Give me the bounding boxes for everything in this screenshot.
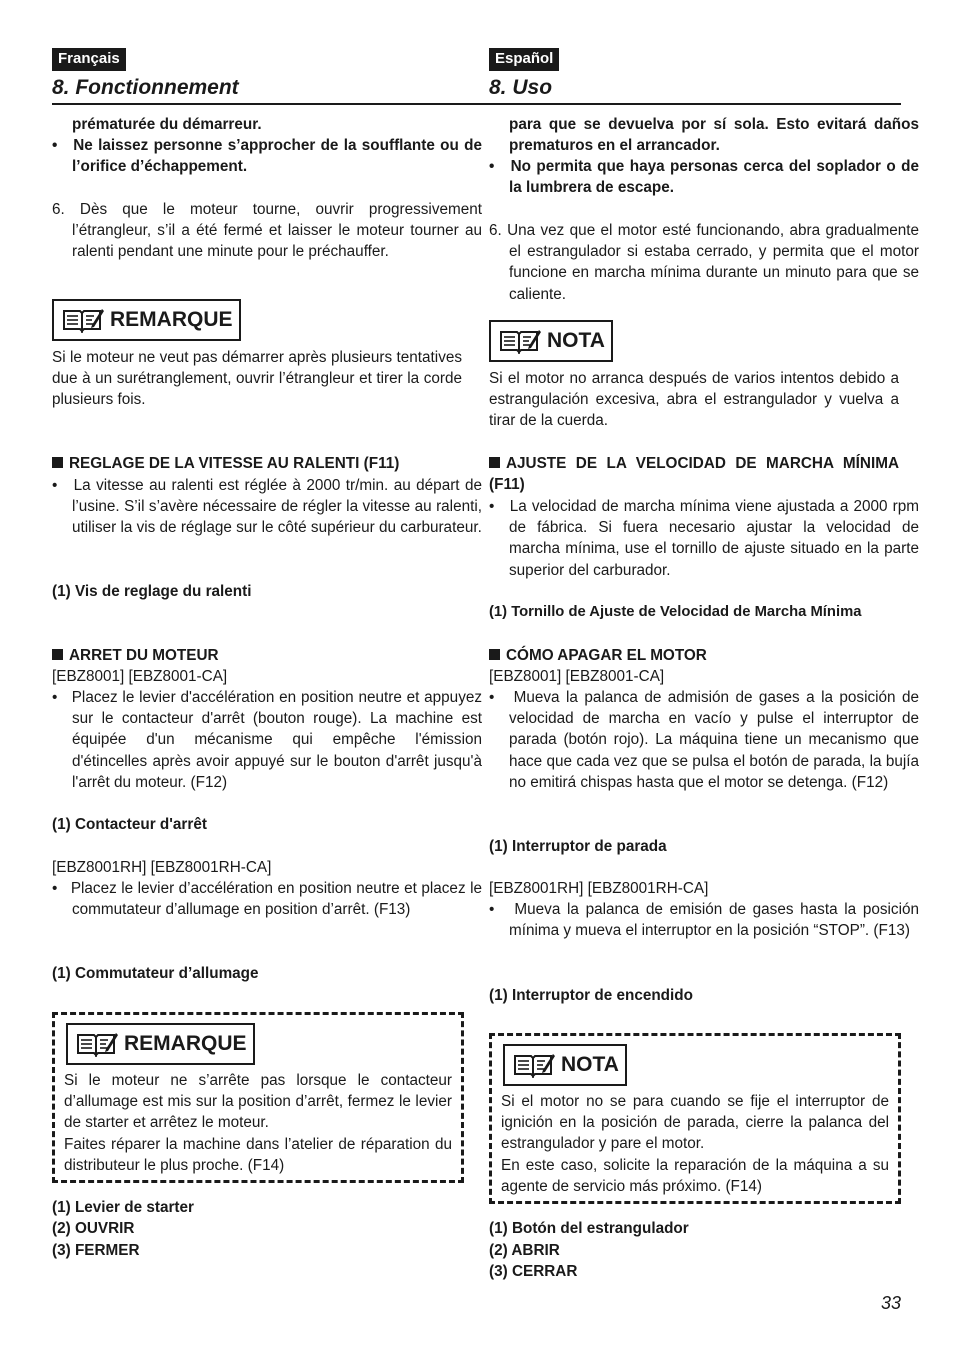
heading-stop-engine bbox=[489, 645, 899, 666]
note-text: En este caso, solicite la reparación de la máquina a su agente de servicio más próximo. (F14) bbox=[501, 1157, 889, 1196]
heading-text: ARRET DU MOTEUR bbox=[69, 647, 219, 664]
stop-text-1: • Mueva la palanca de admisión de gases a la posición de velocidad de marcha en vacío y pulse el interruptor de parada (botón rojo). La máquina tiene un mecanismo que hace que cada vez que se pulsa el botón de parada, la bujía no emitirá chispas hasta que el motor se detenga. (F12) bbox=[489, 689, 919, 791]
square-bullet-icon bbox=[489, 649, 500, 660]
page-number: 33 bbox=[880, 1293, 901, 1313]
square-bullet-icon bbox=[52, 649, 63, 660]
section-title: 8. Fonctionnement bbox=[52, 76, 239, 99]
text-fragment: para que se devuelva por sí sola. Esto evitará daños prematuros en el arrancador. bbox=[509, 116, 919, 155]
heading-text: CÓMO APAGAR EL MOTOR bbox=[506, 647, 707, 664]
remarque-label: REMARQUE bbox=[124, 1032, 247, 1055]
language-tag: Español bbox=[489, 48, 559, 71]
warning-bullet: • No permita que haya personas cerca del soplador o de la lumbrera de escape. bbox=[489, 158, 919, 197]
idle-speed-text: • La velocidad de marcha mínima viene ajustada a 2000 rpm de fábrica. Si fuera necesario ajustar la velocidad de marcha mínima, use el tornillo de ajuste situado en la parte superior del carburador. bbox=[489, 498, 919, 579]
step-6: 6. Una vez que el motor esté funcionando, abra gradualmente el estrangulador si estaba cerrado, y permita que el motor funcione en marcha mínima durante un minuto para que se caliente. bbox=[489, 222, 919, 303]
model-list: [EBZ8001] [EBZ8001-CA] bbox=[52, 668, 228, 685]
remarque-label-box bbox=[66, 1023, 255, 1065]
heading-text: REGLAGE DE LA VITESSE AU RALENTI (F11) bbox=[69, 455, 400, 472]
note-text: Si el motor no arranca después de varios intentos debido a estrangulación excesiva, abra el estrangulador y vuelva a tirar de la cuerda. bbox=[489, 370, 899, 430]
nota-label: NOTA bbox=[547, 329, 605, 352]
remarque-label-box bbox=[52, 299, 241, 341]
heading-stop-engine bbox=[52, 645, 462, 666]
square-bullet-icon bbox=[52, 457, 63, 468]
figure-caption: (1) Tornillo de Ajuste de Velocidad de Marcha Mínima bbox=[489, 604, 862, 620]
language-tag: Français bbox=[52, 48, 126, 71]
heading-text: AJUSTE DE LA VELOCIDAD DE MARCHA MÍNIMA (F11) bbox=[489, 455, 899, 494]
figure-caption: (1) Levier de starter bbox=[52, 1199, 194, 1216]
model-list: [EBZ8001] [EBZ8001-CA] bbox=[489, 668, 665, 685]
figure-caption: (3) FERMER bbox=[52, 1242, 140, 1259]
text-fragment: prématurée du démarreur. bbox=[72, 116, 262, 133]
figure-caption: (3) CERRAR bbox=[489, 1263, 578, 1280]
figure-caption: (2) ABRIR bbox=[489, 1242, 560, 1259]
square-bullet-icon bbox=[489, 457, 500, 468]
stop-text-1: • Placez le levier d'accélération en position neutre et appuyez sur le contacteur d'arrêt (bouton rouge). La machine est équipée d'un mécanisme qui empêche l'émission d'étincelles après avoir appuyé sur le bouton d'arrêt jusqu'à l'arrêt du moteur. (F12) bbox=[52, 689, 482, 791]
remarque-dashed-box bbox=[52, 1012, 464, 1183]
header-rule bbox=[52, 103, 901, 105]
model-list: [EBZ8001RH] [EBZ8001RH-CA] bbox=[489, 880, 709, 897]
stop-text-2: • Placez le levier d’accélération en position neutre et placez le commutateur d’allumage en position d’arrêt. (F13) bbox=[52, 880, 482, 919]
note-book-icon bbox=[513, 1052, 555, 1078]
note-book-icon bbox=[499, 328, 541, 354]
note-text: Faites réparer la machine dans l’atelier de réparation du distributeur le plus proche. (F14) bbox=[64, 1136, 452, 1175]
nota-label-box bbox=[489, 320, 613, 362]
figure-caption: (1) Contacteur d'arrêt bbox=[52, 816, 207, 833]
figure-caption: (2) OUVRIR bbox=[52, 1220, 135, 1237]
heading-idle-speed bbox=[52, 453, 462, 474]
figure-caption: (1) Commutateur d’allumage bbox=[52, 965, 259, 982]
nota-label-box bbox=[503, 1044, 627, 1086]
figure-caption: (1) Vis de reglage du ralenti bbox=[52, 583, 252, 600]
warning-bullet: • Ne laissez personne s’approcher de la soufflante ou de l’orifice d’échappement. bbox=[52, 137, 482, 176]
figure-caption: (1) Botón del estrangulador bbox=[489, 1220, 689, 1237]
figure-caption: (1) Interruptor de parada bbox=[489, 838, 667, 855]
idle-speed-text: • La vitesse au ralenti est réglée à 2000 tr/min. au départ de l’usine. S’il s’avère nécessaire de régler la vitesse au ralenti, utiliser la vis de réglage sur le côté supérieur du carburateur. bbox=[52, 477, 482, 537]
note-book-icon bbox=[62, 307, 104, 333]
figure-caption: (1) Interruptor de encendido bbox=[489, 987, 693, 1004]
note-text: Si le moteur ne veut pas démarrer après plusieurs tentatives due à un surétranglement, ouvrir l’étrangleur et tirer la corde plusieurs fois. bbox=[52, 349, 462, 409]
step-6: 6. Dès que le moteur tourne, ouvrir progressivement l’étrangleur, s’il a été fermé et laisser le moteur tourner au ralenti pendant une minute pour le préchauffer. bbox=[52, 201, 482, 261]
stop-text-2: • Mueva la palanca de emisión de gases hasta la posición mínima y mueva el interruptor en la posición “STOP”. (F13) bbox=[489, 901, 919, 940]
remarque-label: REMARQUE bbox=[110, 308, 233, 331]
section-title: 8. Uso bbox=[489, 76, 553, 99]
note-text: Si le moteur ne s’arrête pas lorsque le contacteur d’allumage est mis sur la position d’arrêt, fermez le levier de starter et arrêtez le moteur. bbox=[64, 1072, 452, 1132]
nota-label: NOTA bbox=[561, 1053, 619, 1076]
nota-dashed-box bbox=[489, 1033, 901, 1204]
note-text: Si el motor no se para cuando se fije el interruptor de ignición en la posición de parada, cierre la palanca del estrangulador y pare el motor. bbox=[501, 1093, 889, 1153]
model-list: [EBZ8001RH] [EBZ8001RH-CA] bbox=[52, 859, 272, 876]
note-book-icon bbox=[76, 1031, 118, 1057]
heading-idle-speed bbox=[489, 453, 899, 495]
